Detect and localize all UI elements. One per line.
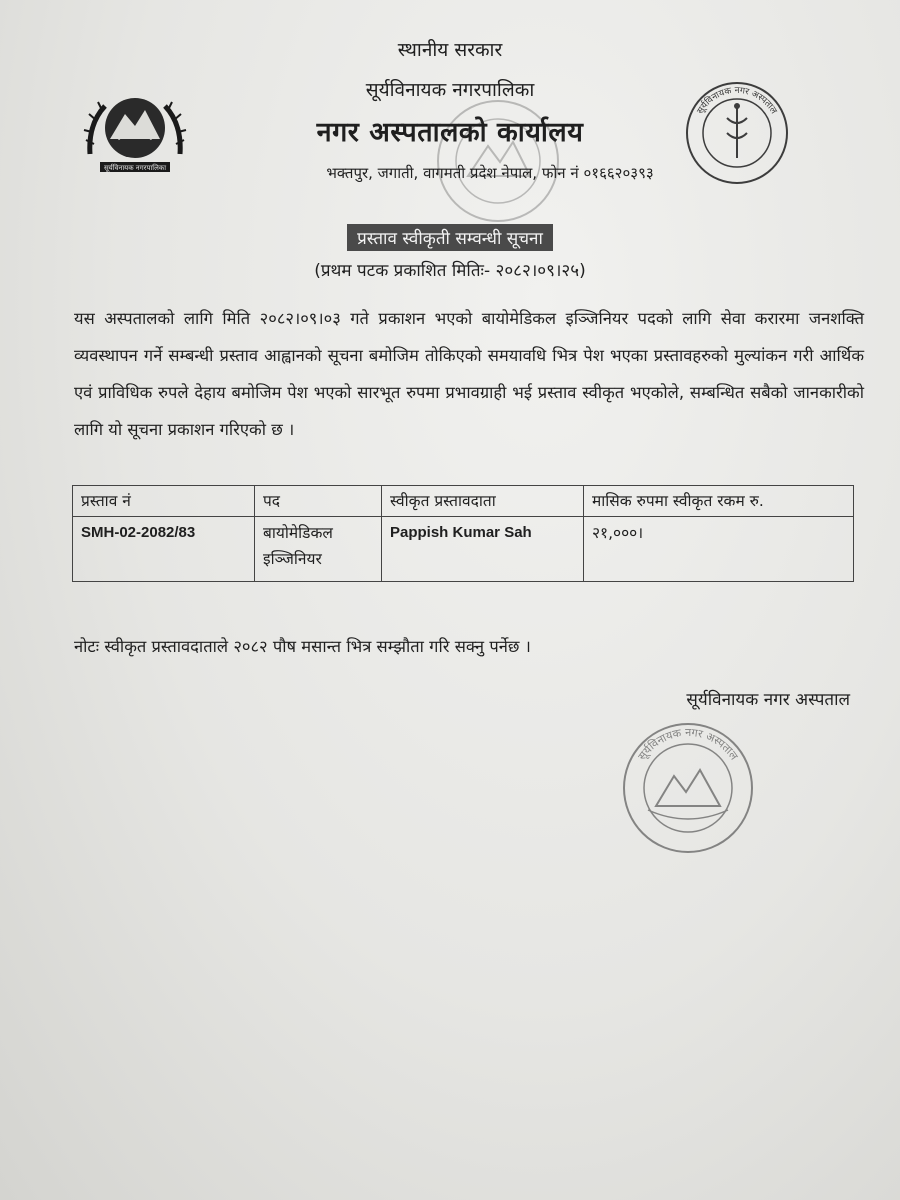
- cell-amount: २१,०००।: [584, 517, 854, 582]
- header-line-1: स्थानीय सरकार: [397, 39, 503, 61]
- notice-body: यस अस्पतालको लागि मिति २०८२।०९।०३ गते प्रकाशन भएको बायोमेडिकल इञ्जिनियर पदको लागि सेवा करारमा जनशक्ति व्यवस्थापन गर्ने सम्बन्धी प्रस्ताव आह्वानको सूचना बमोजिम तोकिएको समयावधि भित्र पेश भएका प्रस्तावहरुको मुल्यांकन गरी आर्थिक एवं प्राविधिक रुपले देहाय बमोजिम पेश भएको सारभूत रुपमा प्रभावग्राही भई प्रस्ताव स्वीकृत भएकोले, सम्बन्धित सबैको जानकारीको लागि यो सूचना प्रकाशन गरिएको छ ।: [74, 309, 864, 439]
- emblem-caption: सूर्यविनायक नगरपालिका: [103, 164, 167, 172]
- notice-subject: प्रस्ताव स्वीकृती सम्वन्धी सूचना: [347, 224, 553, 251]
- cell-post: बायोमेडिकल इञ्जिनियर: [255, 517, 382, 582]
- published-date: (प्रथम पटक प्रकाशित मितिः- २०८२।०९।२५): [314, 261, 586, 281]
- table-row: [73, 517, 854, 582]
- cell-bidder: Pappish Kumar Sah: [382, 517, 584, 582]
- signature-line: सूर्यविनायक नगर अस्पताल: [686, 690, 850, 710]
- note-text: नोटः स्वीकृत प्रस्तावदाताले २०८२ पौष मसान्त भित्र सम्झौता गरि सक्नु पर्नेछ ।: [74, 637, 531, 656]
- approval-table: [72, 485, 854, 582]
- cell-proposal-no: SMH-02-2082/83: [73, 517, 255, 582]
- column-header-post: पद: [255, 486, 382, 517]
- column-header-bidder: स्वीकृत प्रस्तावदाता: [382, 486, 584, 517]
- column-header-amount: मासिक रुपमा स्वीकृत रकम रु.: [584, 486, 854, 517]
- office-title: नगर अस्पतालको कार्यालय: [316, 117, 584, 148]
- svg-text:सूर्यविनायक नगर अस्पताल: सूर्यविनायक नगर अस्पताल: [635, 725, 741, 763]
- table-header-row: [73, 486, 854, 517]
- official-stamp-icon: [618, 718, 758, 862]
- office-address: भक्तपुर, जगाती, वागमती प्रदेश नेपाल, फोन नं ०१६६२०३९३: [326, 164, 654, 182]
- column-header-proposal-no: प्रस्ताव नं: [73, 486, 255, 517]
- svg-text:सूर्यविनायक नगर अस्पताल: सूर्यविनायक नगर अस्पताल: [695, 85, 779, 116]
- header-line-2: सूर्यविनायक नगरपालिका: [365, 79, 535, 101]
